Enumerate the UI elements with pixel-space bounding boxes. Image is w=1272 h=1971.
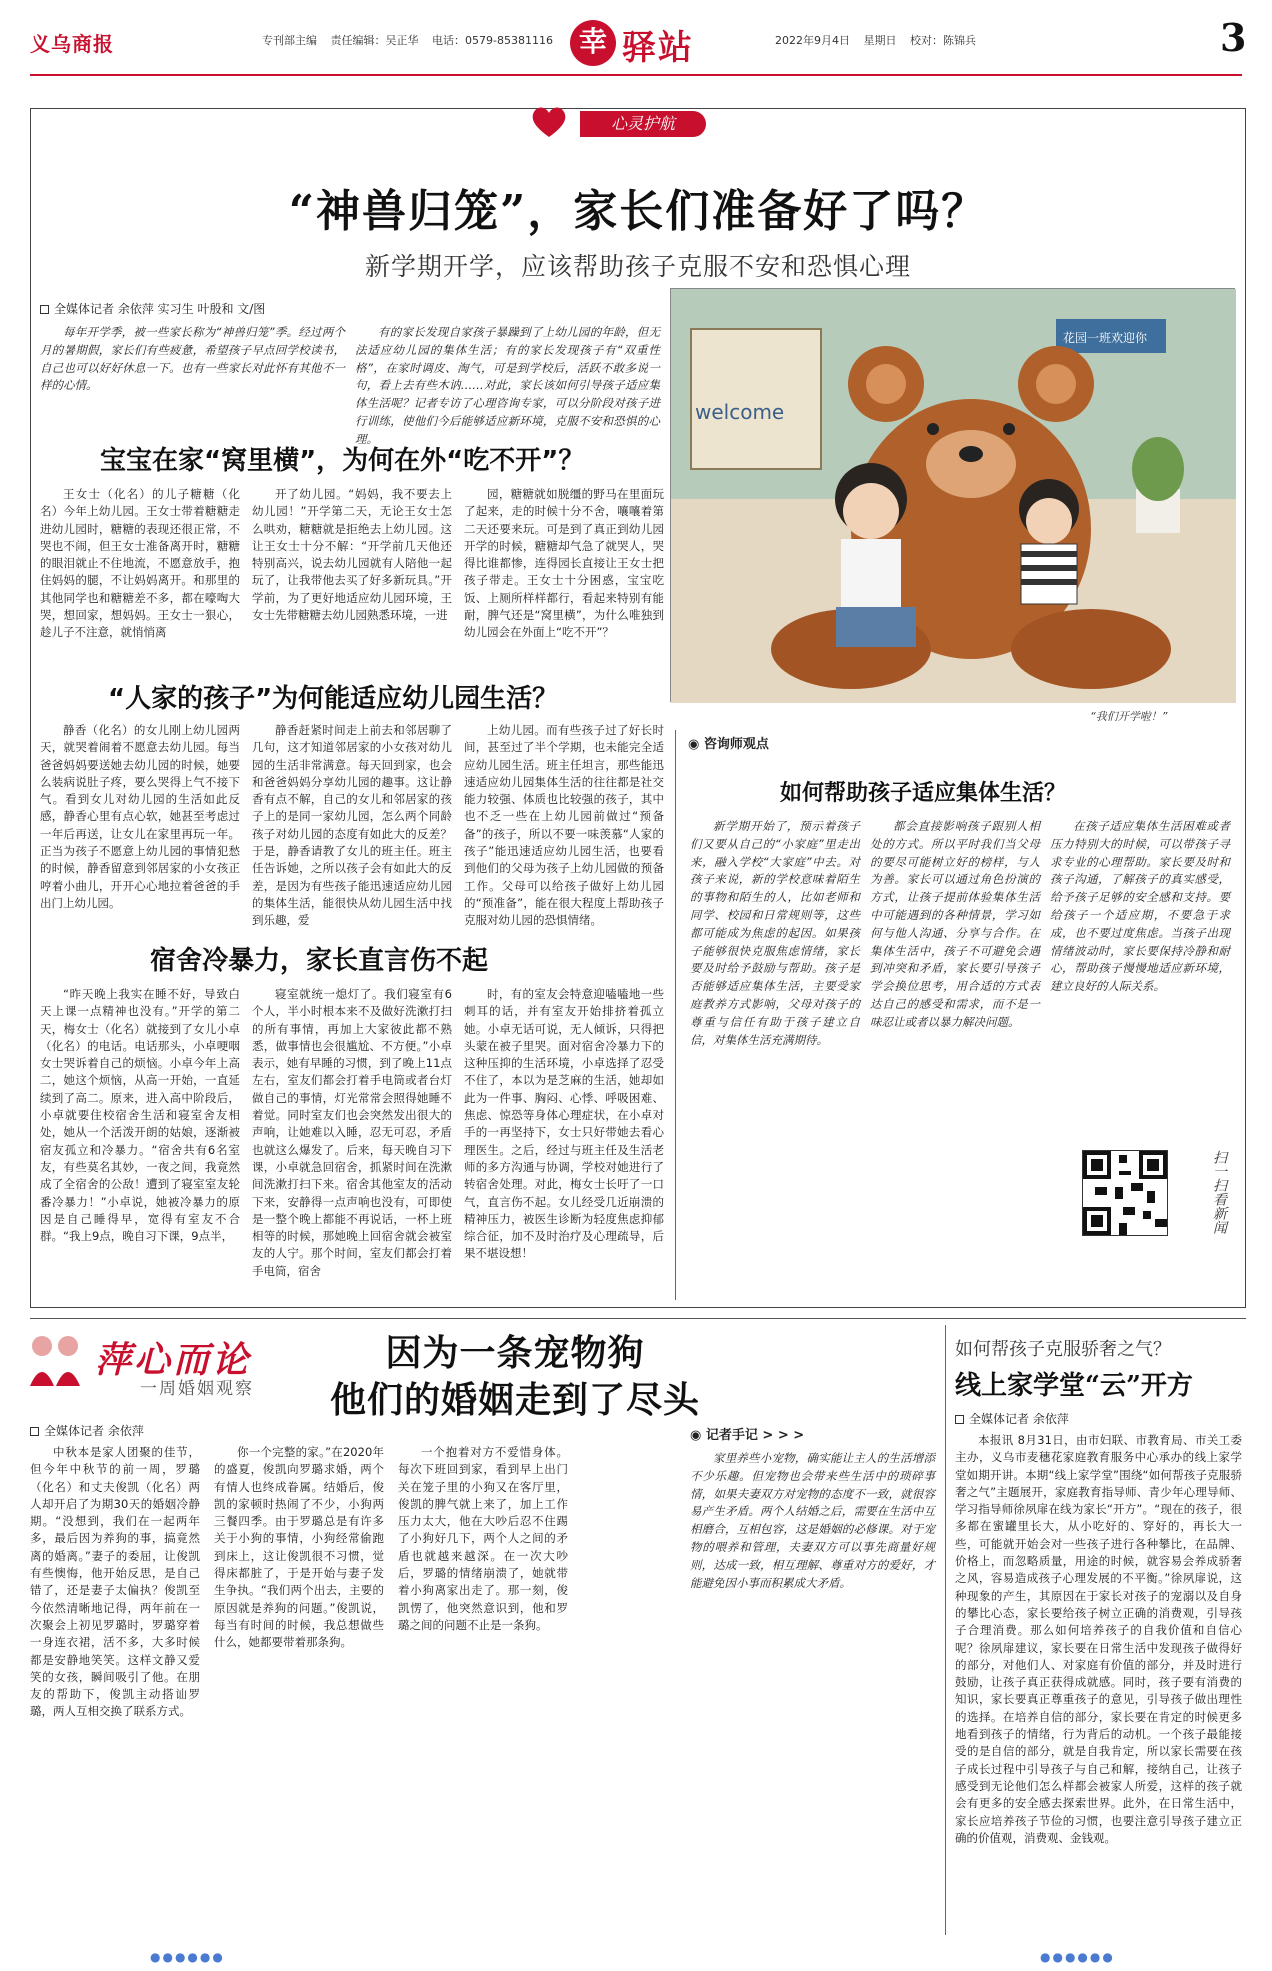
section-title-2: “人家的孩子”为何能适应幼儿园生活？ [108,684,559,714]
editor-responsible: 责任编辑：吴正华 [330,34,419,47]
masthead-rule [30,74,1242,76]
column-logo-sub: 一周婚姻观察 [140,1379,254,1399]
issue-date: 2022年9月4日 [775,34,850,47]
dateline [775,32,986,48]
byline-text: 全媒体记者 余依萍 实习生 叶殷和 文/图 [54,302,266,316]
reporter-notes-text: 记者手记 > > > [705,1428,805,1443]
feature-subhead: 新学期开学，应该帮助孩子克服不安和恐惧心理 [364,252,911,281]
section-3-col-3: 时，有的室友会特意迎嗑嗑地一些刺耳的话，并有室友开始排挤着孤立她。小卓无话可说，无人倾诉，只得把头蒙在被子里哭。面对宿舍冷暴力下的这种压抑的生活环境，小卓选择了忍受不住了，本以为是芝麻的生活，她却如此为一件事、胸闷、心悸、呼吸困难、焦虑、惊恐等身体心理症状，在小卓对手的一再坚持下，女士只好带她去看心理医生。之后，经过与班主任及生活老师的多方沟通与协调，学校对她进行了转宿舍处理。对此，梅女士长吁了一口气，直言伤不起。女儿经受几近崩溃的精神压力，被医生诊断为轻度焦虑抑郁综合征，加不及时治疗及心理疏导，后果不堪设想！ [464,987,664,1261]
bottom-col-2: 你一个完整的家。”在2020年的盛夏，俊凯向罗璐求婚，两个有情人也终成眷属。结婚后，俊凯的家顿时热闹了不少，小狗两三餐四季。由于罗璐总是有许多关于小狗的事情，小狗经常偷跑到床上，这让俊凯很不习惯，觉得床都脏了，于是开始与妻子发生争执。“我们两个出去，主要的原因就是养狗的问题。”俊凯说，每当有时间的时候，我总想做些什么，她都要带着那条狗。 [214,1445,384,1650]
bottom-byline [30,1422,144,1439]
consult-col-2: 都会直接影响孩子跟别人相处的方式。所以平时我们当父母的要尽可能树立好的榜样，与人为善。家长可以通过角色扮演的方式，让孩子提前体验集体生活中可能遇到的各种情景，学习如何与他人沟通、分享与合作。在集体生活中，孩子不可避免会遇到冲突和矛盾，家长要引导孩子学会换位思考，用合适的方式表达自己的感受和需求，而不是一味忍让或者以暴力解决问题。 [870,819,1040,1029]
bottom-headline-line-2: 他们的婚姻走到了尽头 [329,1379,700,1421]
editor-chief: 专刊部主编 [262,34,317,47]
intro-paragraph-2: 有的家长发现自家孩子暴躁到了上幼儿园的年龄，但无法适应幼儿园的集体生活；有的家长发现孩子有“双重性格”，在家时调皮、淘气，可是到学校后，活跃不敢多说一句，看上去有些木讷……对此，家长该如何引导孩子适应集体生活呢？记者专访了心理咨询专家，可以分阶段对孩子进行训练，使他们今后能够适应新环境，克服不安和恐惧的心理。 [355,325,660,446]
column-divider [675,730,676,1300]
right-column-divider [945,1325,946,1935]
intro-paragraph-1: 每年开学季，被一些家长称为“神兽归笼”季。经过两个月的暑期假，家长们有些疲惫，希望孩子早点回学校读书，自己也可以好好休息一下。也有一些家长对此怀有其他不一样的心情。 [40,325,345,393]
consult-col-3: 在孩子适应集体生活困难或者压力特别大的时候，可以带孩子寻求专业的心理帮助。家长要及时和孩子沟通，了解孩子的真实感受，给予孩子足够的安全感和支持。要给孩子一个适应期，不要急于求成，也不要过度焦虑。当孩子出现情绪波动时，家长要保持冷静和耐心，帮助孩子慢慢地适应新环境，建立良好的人际关系。 [1050,819,1230,994]
feature-photo [670,288,1235,702]
welcome-sign: welcome [695,400,785,424]
feature-byline [40,300,265,317]
photo-caption: “我们开学啦！” [1090,710,1168,723]
qr-label: 扫一扫看新闻 [1211,1150,1227,1234]
section-divider [30,1318,1246,1319]
qr-code-icon[interactable] [1082,1150,1168,1236]
issue-weekday: 星期日 [863,34,897,47]
reporter-notes-label [690,1424,804,1443]
section-title-1: 宝宝在家“窝里横”，为何在外“吃不开”？ [100,446,585,476]
consult-col-1: 新学期开始了，预示着孩子们又要从自己的“小家庭”里走出来，融入学校“大家庭”中去。对孩子来说，新的学校意味着陌生的事物和陌生的人，比如老师和同学、校园和日常规则等，这些都可能成为焦虑的起因。如果孩子能够很快克服焦虑情绪，家长要及时给予鼓励与帮助。孩子是否能够适应集体生活，主要受家庭教养方式影响，父母对孩子的尊重与信任有助于孩子建立自信，对集体生活充满期待。 [690,819,860,1047]
section-name: 驿站 [622,28,694,68]
section-icon: 幸 [570,20,616,66]
section-1-col-2: 开了幼儿园。“妈妈，我不要去上幼儿园！”开学第二天，无论王女士怎么哄劝，糖糖就是拒绝去上幼儿园。这让王女士十分不解：“开学前几天他还特别高兴，说去幼儿园就有人陪他一起玩了，让我带他去买了好多新玩具。”开学前，为了更好地适应幼儿园环境，王女士先带糖糖去幼儿园熟悉环境，一进 [252,487,452,623]
consult-label [688,733,769,752]
bottom-col-1: 中秋本是家人团聚的佳节，但今年中秋节的前一周，罗璐（化名）和丈夫俊凯（化名）两人却开启了为期30天的婚姻冷静期。“没想到，我们在一起两年多，最后因为养狗的事，搞竟然离的婚离。”妻子的委屈，让俊凯有些懊悔，他开始反思，是自己错了，还是妻子太偏执？俊凯至今依然清晰地记得，两年前在一次聚会上初见罗璐时，罗璐穿着一身连衣裙，活不多，大多时候都是安静地笑笑。这样文静又爱笑的女孩，瞬间吸引了他。在朋友的帮助下，俊凯主动搭讪罗璐，两人互相交换了联系方式。 [30,1445,200,1719]
section-2-col-2: 静香赶紧时间走上前去和邻居聊了几句，这才知道邻居家的小女孩对幼儿园的生活非常满意。每天回到家，也会和爸爸妈妈分享幼儿园的趣事。这让静香有点不解，自己的女儿和邻居家的孩子上的是同一家幼儿园，怎么两个同龄孩子对幼儿园的态度有如此大的反差？于是，静香请教了女儿的班主任。班主任告诉她，之所以孩子会有如此大的反差，是因为有些孩子能迅速适应幼儿园的集体生活，能很快从幼儿园生活中找到乐趣，爱 [252,723,452,928]
bottom-byline-text: 全媒体记者 余依萍 [44,1424,144,1438]
feature-headline: “神兽归笼”，家长们准备好了吗？ [288,186,988,237]
right-byline [955,1410,1069,1427]
section-2-col-3: 上幼儿园。而有些孩子过了好长时间，甚至过了半个学期，也未能完全适应幼儿园生活。班主任坦言，那些能迅速适应幼儿园集体生活的往往都是社交能力较强、体质也比较强的孩子，其中也不乏一些在上幼儿园前做过“预备备”的孩子，所以不要一味羡慕“人家的孩子”能迅速适应幼儿园生活，也要看到他们的父母为孩子上幼儿园做的预备工作。父母可以给孩子做好上幼儿园的“预准备”，能在很大程度上帮助孩子克服对幼儿园的恐惧情绪。 [464,723,664,928]
proofreader: 校对：陈锦兵 [910,34,976,47]
column-logo: 萍心而论 [95,1339,252,1381]
couple-icon [20,1330,90,1390]
bottom-headline [300,1330,730,1424]
bullet-icon: ◉ [690,1428,702,1443]
section-title-3: 宿舍冷暴力，家长直言伤不起 [150,946,489,976]
bottom-headline-line-1: 因为一条宠物狗 [385,1332,645,1374]
bottom-col-4: 家里养些小宠物，确实能让主人的生活增添不少乐趣。但宠物也会带来些生活中的琐碎事情，如果夫妻双方对宠物的态度不一致，就很容易产生矛盾。两个人结婚之后，需要在生活中互相磨合，互相包容，这是婚姻的必修课。对于宠物的喂养和管理，夫妻双方可以事先商量好规则，达成一致，相互理解、尊重对方的爱好，才能避免因小事而积累成大矛盾。 [690,1451,935,1590]
right-title: 线上家学堂“云”开方 [955,1371,1193,1401]
section-3-col-2: 寝室就统一熄灯了。我们寝室有6个人，半小时根本来不及做好洗漱打扫的所有事情，再加上大家彼此都不熟悉，做事情也会很尴尬、不方便。”小卓表示，她有早睡的习惯，到了晚上11点左右，室友们都会打着手电筒或者台灯做自己的事情，灯光常常会照得她睡不着觉。同时室友们也会突然发出很大的声响，让她难以入睡，忍无可忍，矛盾也就这么爆发了。后来，每天晚自习下课，小卓就急回宿舍，抓紧时间在洗漱间洗漱打扫下来。宿舍其他室友的活动下来，安静得一点声响也没有，可即使是一整个晚上都能不再说话，一杯上班相等的时候，那她晚上回宿舍就会被室友的人宁。那个时间，室友们都会打着手电筒，宿舍 [252,987,452,1278]
bullet-icon: ◉ [688,737,700,752]
footer-dots-left: ●●●●●● [150,1950,225,1964]
right-body: 本报讯 8月31日，由市妇联、市教育局、市关工委主办，义乌市麦穗花家庭教育服务中心承办的线上家学堂如期开讲。本期“线上家学堂”围绕“如何帮孩子克服骄奢之气”主题展开，家庭教育指导师、青少年心理导师、学习指导师徐夙扉在线为家长“开方”。“现在的孩子，很多都在蜜罐里长大，从小吃好的、穿好的，再长大一些，可能就开始会对一些孩子进行各种攀比，在品牌、价格上，而忽略质量，用途的时候，就容易会养成骄奢之风，容易造成孩子心理发展的不平衡。”徐夙扉说，这种现象的产生，其原因在于家长对孩子的宠溺以及自身的攀比心态，家长要给孩子树立正确的消费观，引导孩子合理消费。那么如何培养孩子的自我价值和自信心呢？徐夙扉建议，家长要在日常生活中发现孩子做得好的部分，对他们人、对家庭有价值的部分，并及时进行鼓励，让孩子真正获得成就感。同时，孩子要有消费的知识，家长要真正尊重孩子的意见，引导孩子做出理性的选择。在培养自信的部分，家长要在肯定的时候更多地看到孩子的情绪，行为背后的动机。一个孩子最能接受的是自信的部分，就是自我肯定，所以家长需要在孩子成长过程中引导孩子与自己和解，接纳自己，让孩子感受到无论他们怎么样都会被家人所爱，这样的孩子就会有更多的安全感去探索世界。此外，在日常生活中，家长应培养孩子节俭的习惯，也要注意引导孩子建立正确的价值观，消费观、金钱观。 [955,1433,1242,1845]
page-number: 3 [1220,15,1247,60]
editor-phone: 电话：0579-85381116 [432,34,553,47]
section-3-col-1: “昨天晚上我实在睡不好，导致白天上课一点精神也没有。”开学的第二天，梅女士（化名）就接到了女儿小卓（化名）的电话。电话那头，小卓哽咽女士哭诉着自己的烦恼。小卓今年上高二，她这个烦恼，从高一开始，一直延续到了高二。原来，进入高中阶段后，小卓就要住校宿舍生活和寝室舍友相处，她从一个活泼开朗的姑娘，逐渐被宿友孤立和冷暴力。“宿舍共有6名室友，有些莫名其妙，一夜之间，我竟然成了全宿舍的公敌！遭到了寝室室友轮番冷暴力！”小卓说，她被冷暴力的原因是自己睡得早，宽得有室友不合群。“我上9点，晚自习下课，9点半， [40,987,240,1244]
bottom-col-3: 一个抱着对方不爱惜身体。每次下班回到家，看到早上出门关在笼子里的小狗又在客厅里，俊凯的脾气就上来了，加上工作压力太大，他在大吵后忍不住踢了小狗好几下，两个人之间的矛盾也就越来越深。在一次大吵后，罗璐的情绪崩溃了，她就带着小狗离家出走了。那一刻，俊凯愣了，他突然意识到，他和罗璐之间的问题不止是一条狗。 [398,1445,568,1632]
section-2-col-1: 静香（化名）的女儿刚上幼儿园两天，就哭着闹着不愿意去幼儿园。每当爸爸妈妈要送她去幼儿园的时候，她要么装病说肚子疼，要么哭得上气不接下气。看到女儿对幼儿园的生活如此反感，静香心里有点心软，她甚至考虑过一年后再送，让女儿在家里再玩一年。正当为孩子不愿意上幼儿园的事情犯愁的时候，静香留意到邻居家的小女孩正哼着小曲儿，开开心心地拉着爸爸的手出门上幼儿园。 [40,723,240,910]
editor-credits [262,32,563,48]
right-kicker: 如何帮孩子克服骄奢之气？ [955,1339,1171,1360]
column-tag: 心灵护航 [580,111,706,137]
section-1-col-1: 王女士（化名）的儿子糖糖（化名）今年上幼儿园。王女士带着糖糖走进幼儿园时，糖糖的表现还很正常，不哭也不闹，但王女士准备离开时，糖糖的眼泪就止不住地流，不愿意放手，抱住妈妈的腿，不让妈妈离开。和那里的其他同学也和糖糖差不多，都在嚎啕大哭，想回家，想妈妈。王女士一狠心，趁儿子不注意，就悄悄离 [40,487,240,640]
paper-brand: 义乌商报 [30,32,114,56]
photo-illustration [671,289,1236,703]
byline-box-icon [955,1415,964,1424]
consult-label-text: 咨询师观点 [703,737,769,752]
consult-title: 如何帮助孩子适应集体生活？ [780,781,1067,806]
byline-box-icon [30,1427,39,1436]
section-1-col-3: 园，糖糖就如脱缰的野马在里面玩了起来，走的时候十分不舍，嚷嚷着第二天还要来玩。可是到了真正到幼儿园开学的时候，糖糖却气急了就哭人，哭得比谁都惨，连得园长直接让王女士把孩子带走。王女士十分困惑，宝宝吃饭、上厕所样样都行，看起来特别有能耐，脾气还是“窝里横”，为什么唯独到幼儿园会在外面上“吃不开”？ [464,487,664,640]
heart-icon [530,105,568,139]
class-banner: 花园一班欢迎你 [1063,331,1148,345]
byline-box-icon [40,305,49,314]
footer-dots-right: ●●●●●● [1040,1950,1115,1964]
right-byline-text: 全媒体记者 余依萍 [969,1412,1069,1426]
